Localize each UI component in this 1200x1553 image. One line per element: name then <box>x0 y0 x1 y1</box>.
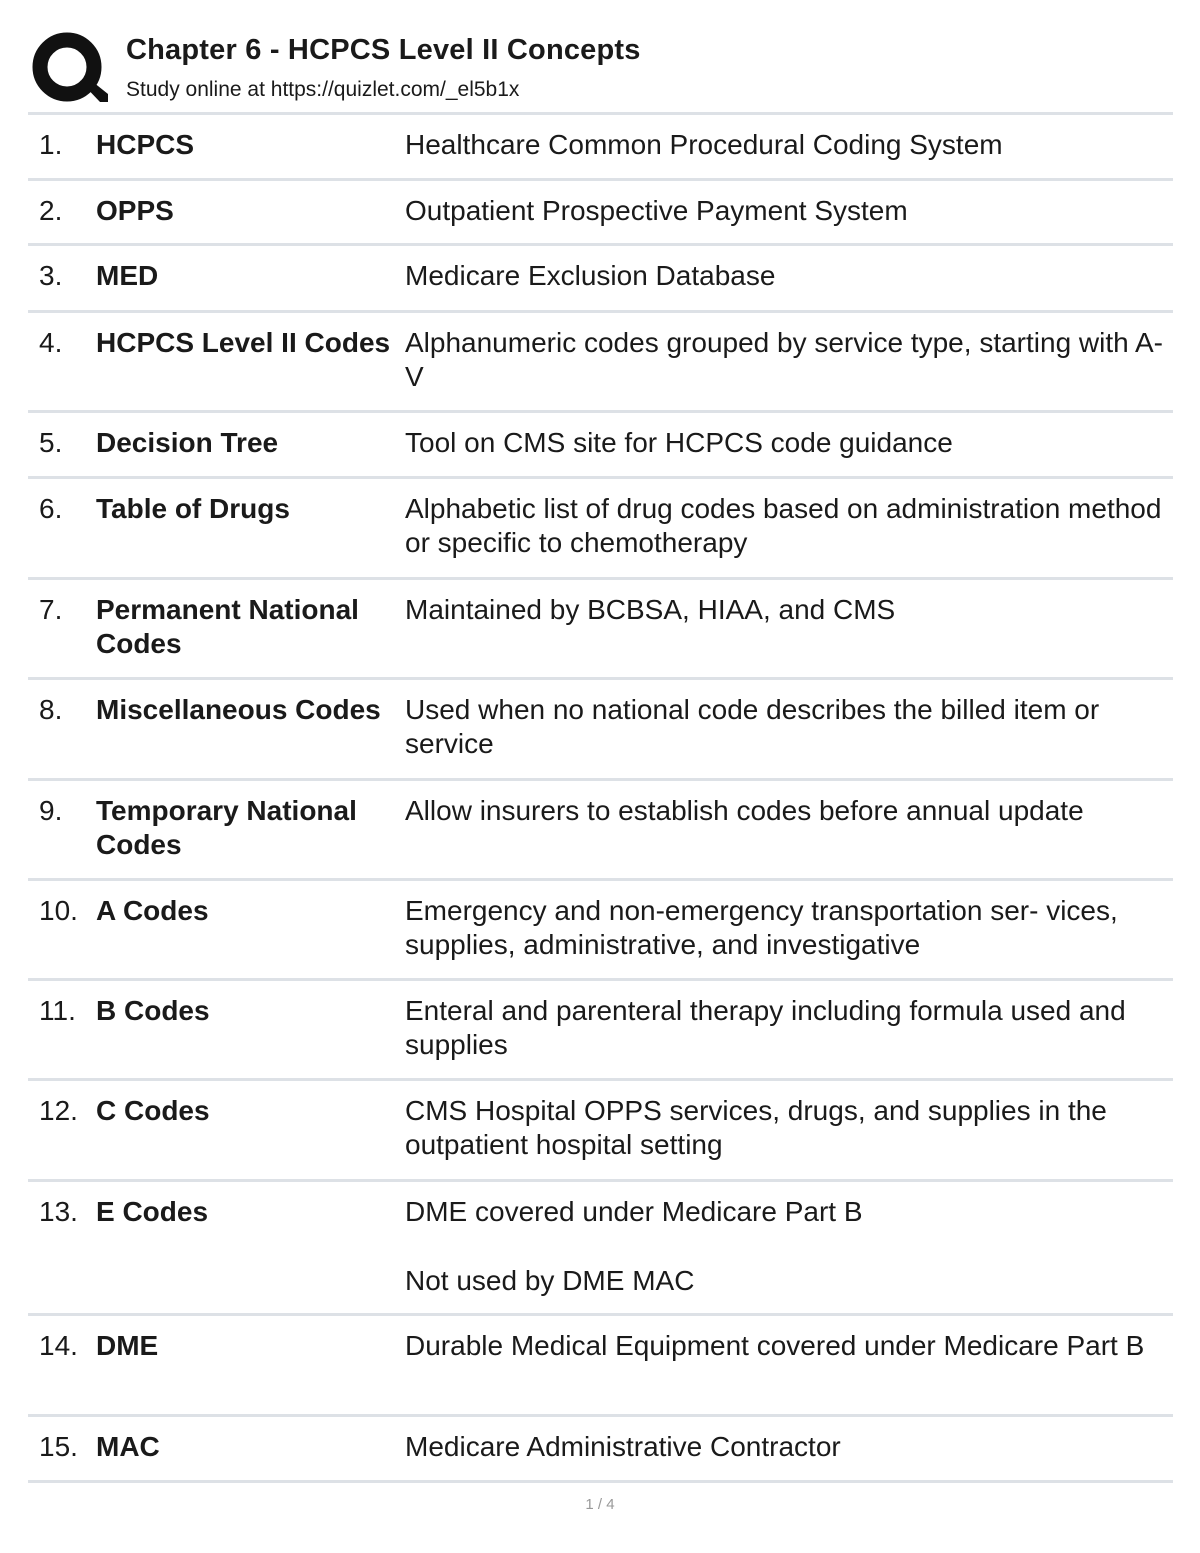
card-definition: Enteral and parenteral therapy including formula used and supplies <box>405 995 1126 1060</box>
flashcard-row <box>28 479 1173 580</box>
card-number: 5. <box>39 427 63 458</box>
card-term: HCPCS Level II Codes <box>96 327 391 358</box>
flashcard-row <box>28 313 1173 413</box>
flashcard-row <box>28 115 1173 181</box>
flashcard-row <box>28 881 1173 981</box>
card-number: 14. <box>39 1330 78 1361</box>
card-definition: Tool on CMS site for HCPCS code guidance <box>405 427 953 458</box>
card-term: Table of Drugs <box>96 493 290 524</box>
card-number: 2. <box>39 195 63 226</box>
card-term: OPPS <box>96 195 174 226</box>
card-term: Temporary National Codes <box>96 795 357 860</box>
card-term: MED <box>96 260 159 291</box>
card-number: 8. <box>39 694 63 725</box>
card-definition: Allow insurers to establish codes before annual update <box>405 795 1084 826</box>
study-online-link[interactable]: Study online at https://quizlet.com/_el5b1x <box>126 78 520 101</box>
card-number: 11. <box>39 995 76 1026</box>
page-indicator: 1 / 4 <box>585 1496 615 1513</box>
flashcard-row <box>28 580 1173 680</box>
card-definition: DME covered under Medicare Part B Not used by DME MAC <box>405 1196 863 1296</box>
card-definition: Used when no national code describes the billed item or service <box>405 694 1100 759</box>
flashcard-row <box>28 413 1173 479</box>
card-number: 7. <box>39 594 63 625</box>
card-definition: Outpatient Prospective Payment System <box>405 195 908 226</box>
quizlet-q-logo-icon <box>30 30 108 108</box>
flashcard-row <box>28 246 1173 313</box>
card-definition: Healthcare Common Procedural Coding System <box>405 129 1003 160</box>
flashcard-row <box>28 1316 1173 1417</box>
card-number: 1. <box>39 129 63 160</box>
card-definition: Medicare Exclusion Database <box>405 260 776 291</box>
page-title: Chapter 6 - HCPCS Level II Concepts <box>126 34 641 66</box>
card-term: Miscellaneous Codes <box>96 694 381 725</box>
card-definition: Alphabetic list of drug codes based on administration method or specific to chemotherapy <box>405 493 1162 558</box>
page-header <box>28 28 1178 112</box>
card-term: HCPCS <box>96 129 195 160</box>
card-term: Decision Tree <box>96 427 279 458</box>
flashcard-row <box>28 781 1173 881</box>
card-term: A Codes <box>96 895 209 926</box>
flashcard-row <box>28 181 1173 246</box>
flashcard-row <box>28 1081 1173 1182</box>
flashcard-row <box>28 1182 1173 1316</box>
card-number: 13. <box>39 1196 78 1227</box>
card-number: 9. <box>39 795 63 826</box>
flashcard-row <box>28 1417 1173 1483</box>
card-number: 12. <box>39 1095 78 1126</box>
card-number: 10. <box>39 895 78 926</box>
card-definition: Alphanumeric codes grouped by service type, starting with A-V <box>405 327 1163 392</box>
card-number: 6. <box>39 493 63 524</box>
card-term: E Codes <box>96 1196 209 1227</box>
card-number: 3. <box>39 260 63 291</box>
card-term: DME <box>96 1330 159 1361</box>
card-definition: Medicare Administrative Contractor <box>405 1431 841 1462</box>
card-term: C Codes <box>96 1095 210 1126</box>
flashcard-row <box>28 680 1173 781</box>
card-definition: CMS Hospital OPPS services, drugs, and supplies in the outpatient hospital setting <box>405 1095 1107 1160</box>
card-term: MAC <box>96 1431 160 1462</box>
card-number: 4. <box>39 327 63 358</box>
card-definition: Emergency and non-emergency transportation ser- vices, supplies, administrative, and investigative <box>405 895 1118 960</box>
flashcard-row <box>28 981 1173 1081</box>
flashcard-list <box>28 112 1173 1483</box>
card-term: Permanent National Codes <box>96 594 359 659</box>
card-term: B Codes <box>96 995 210 1026</box>
card-definition: Maintained by BCBSA, HIAA, and CMS <box>405 594 896 625</box>
card-number: 15. <box>39 1431 78 1462</box>
card-definition: Durable Medical Equipment covered under Medicare Part B <box>405 1330 1145 1361</box>
